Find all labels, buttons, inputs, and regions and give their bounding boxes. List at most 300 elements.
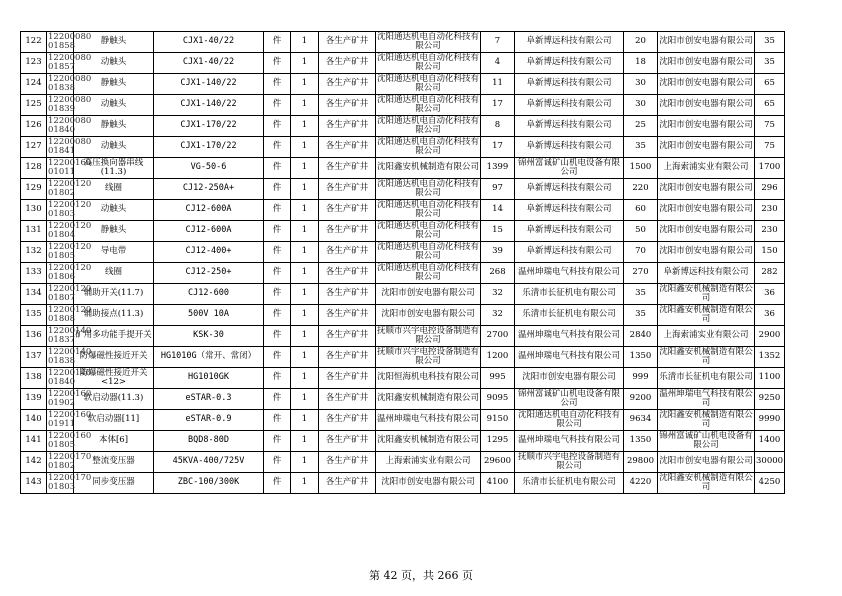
- material-code-cell: 12200120 01804: [48, 220, 92, 240]
- unit-cell: 件: [264, 284, 291, 305]
- usage-site-cell: 各生产矿井: [319, 221, 376, 242]
- price-2-cell: 999: [624, 368, 658, 389]
- table-row: [21, 347, 785, 368]
- unit-cell: 件: [264, 158, 291, 179]
- supplier-3-cell: 沈阳市创安电器有限公司: [658, 200, 755, 221]
- usage-site-cell: 各生产矿井: [319, 284, 376, 305]
- price-1-cell: 1295: [481, 431, 515, 452]
- supplier-3-cell: 阜新博远科技有限公司: [658, 263, 755, 284]
- row-number-cell: 140: [21, 410, 47, 431]
- supplier-2-cell: 阜新博远科技有限公司: [515, 179, 624, 200]
- supplier-3-cell: 沈阳鑫安机械制造有限公司: [659, 409, 753, 429]
- usage-site-cell: 各生产矿井: [319, 137, 376, 158]
- price-3-cell: 35: [755, 53, 785, 74]
- supplier-3-cell: 锦州富诚矿山机电设备有限公司: [659, 430, 753, 450]
- page-footer: 第 42 页，共 266 页: [369, 569, 473, 582]
- supplier-1-cell: 沈阳通达机电自动化科技有限公司: [377, 220, 480, 240]
- item-model-cell: CJX1-40/22: [154, 32, 264, 53]
- supplier-2-cell: 锦州富诚矿山机电设备有限公司: [515, 158, 624, 179]
- unit-cell: 件: [264, 200, 291, 221]
- quantity-cell: 1: [291, 53, 319, 74]
- table-row: [21, 452, 785, 473]
- price-3-cell: 65: [755, 95, 785, 116]
- price-2-cell: 9200: [624, 389, 658, 410]
- item-model-cell: HG1010G（常开、常闭）: [154, 347, 264, 368]
- row-number-cell: 124: [21, 74, 47, 95]
- unit-cell: 件: [264, 263, 291, 284]
- table-row: [21, 221, 785, 242]
- row-number-cell: 122: [21, 32, 47, 53]
- usage-site-cell: 各生产矿井: [319, 347, 376, 368]
- supplier-2-cell: 阜新博远科技有限公司: [515, 116, 624, 137]
- table-row: [21, 74, 785, 95]
- item-model-cell: 45KVA-400/725V: [154, 452, 264, 473]
- item-name-cell: 防爆磁性接近开关<12>: [74, 368, 154, 389]
- usage-site-cell: 各生产矿井: [319, 452, 376, 473]
- table-row: [21, 158, 785, 179]
- supplier-3-cell: 沈阳鑫安机械制造有限公司: [659, 472, 753, 492]
- item-name-cell: 辅助接点(11.3): [74, 305, 154, 326]
- supplier-2-cell: 阜新博远科技有限公司: [515, 32, 624, 53]
- usage-site-cell: 各生产矿井: [319, 389, 376, 410]
- supplier-1-cell: 抚顺市兴宇电控设备制造有限公司: [377, 325, 480, 345]
- item-name-cell: 软启动器(11.3): [74, 389, 154, 410]
- supplier-2-cell: 沈阳市创安电器有限公司: [515, 368, 624, 389]
- price-2-cell: 9634: [624, 410, 658, 431]
- table-row: [21, 473, 785, 494]
- supplier-3-cell: 沈阳市创安电器有限公司: [658, 452, 755, 473]
- supplier-3-cell: 沈阳市创安电器有限公司: [658, 116, 755, 137]
- unit-cell: 件: [264, 95, 291, 116]
- material-code-cell: 12200080 01841: [48, 136, 92, 156]
- item-name-cell: 动触头: [74, 137, 154, 158]
- table-row: [21, 242, 785, 263]
- supplier-2-cell: 阜新博远科技有限公司: [515, 53, 624, 74]
- table-row: [21, 410, 785, 431]
- unit-cell: 件: [264, 242, 291, 263]
- usage-site-cell: 各生产矿井: [319, 200, 376, 221]
- item-model-cell: HG1010GK: [154, 368, 264, 389]
- price-2-cell: 18: [624, 53, 658, 74]
- price-3-cell: 1100: [755, 368, 785, 389]
- price-3-cell: 282: [755, 263, 785, 284]
- supplier-3-cell: 沈阳市创安电器有限公司: [658, 32, 755, 53]
- unit-cell: 件: [264, 452, 291, 473]
- usage-site-cell: 各生产矿井: [319, 410, 376, 431]
- row-number-cell: 131: [21, 221, 47, 242]
- unit-cell: 件: [264, 431, 291, 452]
- item-model-cell: BQD8-80D: [154, 431, 264, 452]
- supplier-3-cell: 沈阳市创安电器有限公司: [658, 137, 755, 158]
- price-1-cell: 17: [481, 95, 515, 116]
- price-3-cell: 296: [755, 179, 785, 200]
- unit-cell: 件: [264, 389, 291, 410]
- price-1-cell: 9095: [481, 389, 515, 410]
- material-code-cell: 12200120 01802: [48, 178, 92, 198]
- supplier-2-cell: 阜新博远科技有限公司: [515, 95, 624, 116]
- item-model-cell: CJ12-250A+: [154, 179, 264, 200]
- supplier-3-cell: 沈阳市创安电器有限公司: [658, 95, 755, 116]
- price-3-cell: 30000: [755, 452, 785, 473]
- item-model-cell: KSK-30: [154, 326, 264, 347]
- material-code-cell: 12200120 01806: [48, 262, 92, 282]
- item-model-cell: CJ12-250+: [154, 263, 264, 284]
- price-1-cell: 32: [481, 305, 515, 326]
- usage-site-cell: 各生产矿井: [319, 53, 376, 74]
- supplier-2-cell: 乐清市长征机电有限公司: [515, 473, 624, 494]
- price-2-cell: 20: [624, 32, 658, 53]
- item-model-cell: CJX1-40/22: [154, 53, 264, 74]
- price-3-cell: 1352: [755, 347, 785, 368]
- price-3-cell: 36: [755, 305, 785, 326]
- material-code-cell: 12200120 01803: [48, 199, 92, 219]
- item-name-cell: 静触头: [74, 74, 154, 95]
- item-name-cell: 动触头: [74, 200, 154, 221]
- quantity-cell: 1: [291, 74, 319, 95]
- price-2-cell: 30: [624, 95, 658, 116]
- unit-cell: 件: [264, 326, 291, 347]
- item-name-cell: 线圈: [74, 179, 154, 200]
- price-3-cell: 1700: [755, 158, 785, 179]
- unit-cell: 件: [264, 473, 291, 494]
- usage-site-cell: 各生产矿井: [319, 116, 376, 137]
- quantity-cell: 1: [291, 221, 319, 242]
- unit-cell: 件: [264, 137, 291, 158]
- item-name-cell: 动触头: [74, 95, 154, 116]
- material-code-cell: 12200080 01858: [48, 31, 92, 51]
- item-name-cell: 防爆磁性接近开关: [74, 347, 154, 368]
- row-number-cell: 128: [21, 158, 47, 179]
- item-name-cell: 辅助开关(11.7): [74, 284, 154, 305]
- item-model-cell: CJ12-600A: [154, 221, 264, 242]
- price-1-cell: 97: [481, 179, 515, 200]
- table-row: [21, 284, 785, 305]
- table-body: [21, 32, 785, 494]
- table-row: [21, 95, 785, 116]
- usage-site-cell: 各生产矿井: [319, 305, 376, 326]
- quantity-cell: 1: [291, 137, 319, 158]
- unit-cell: 件: [264, 116, 291, 137]
- price-1-cell: 1399: [481, 158, 515, 179]
- price-2-cell: 35: [624, 305, 658, 326]
- price-3-cell: 150: [755, 242, 785, 263]
- row-number-cell: 126: [21, 116, 47, 137]
- supplier-3-cell: 沈阳鑫安机械制造有限公司: [659, 283, 753, 303]
- supplier-1-cell: 沈阳通达机电自动化科技有限公司: [377, 73, 480, 93]
- material-code-cell: 12200120 01807: [48, 283, 92, 303]
- item-model-cell: CJX1-140/22: [154, 74, 264, 95]
- material-code-cell: 12200080 01857: [48, 52, 92, 72]
- material-code-cell: 12200120 01805: [48, 241, 92, 261]
- item-name-cell: 整流变压器: [74, 452, 154, 473]
- price-2-cell: 50: [624, 221, 658, 242]
- item-model-cell: eSTAR-0.3: [154, 389, 264, 410]
- item-name-cell: 静触头: [74, 116, 154, 137]
- supplier-1-cell: 沈阳市创安电器有限公司: [376, 305, 481, 326]
- supplier-3-cell: 沈阳鑫安机械制造有限公司: [659, 304, 753, 324]
- supplier-1-cell: 沈阳通达机电自动化科技有限公司: [377, 262, 480, 282]
- row-number-cell: 138: [21, 368, 47, 389]
- item-model-cell: ZBC-100/300K: [154, 473, 264, 494]
- supplier-2-cell: 阜新博远科技有限公司: [515, 242, 624, 263]
- table-row: [21, 200, 785, 221]
- price-1-cell: 9150: [481, 410, 515, 431]
- usage-site-cell: 各生产矿井: [319, 431, 376, 452]
- supplier-1-cell: 沈阳通达机电自动化科技有限公司: [377, 31, 480, 51]
- price-1-cell: 4: [481, 53, 515, 74]
- price-3-cell: 65: [755, 74, 785, 95]
- price-2-cell: 25: [624, 116, 658, 137]
- price-1-cell: 2700: [481, 326, 515, 347]
- item-name-cell: 同步变压器: [74, 473, 154, 494]
- row-number-cell: 129: [21, 179, 47, 200]
- table-row: [21, 32, 785, 53]
- material-code-cell: 12200140 01840: [48, 367, 92, 387]
- table-row: [21, 368, 785, 389]
- price-2-cell: 70: [624, 242, 658, 263]
- price-1-cell: 14: [481, 200, 515, 221]
- item-name-cell: 静触头: [74, 32, 154, 53]
- price-3-cell: 9990: [755, 410, 785, 431]
- supplier-1-cell: 沈阳市创安电器有限公司: [376, 473, 481, 494]
- quantity-cell: 1: [291, 158, 319, 179]
- price-2-cell: 35: [624, 137, 658, 158]
- quantity-cell: 1: [291, 347, 319, 368]
- supplier-3-cell: 上海索浦实业有限公司: [658, 326, 755, 347]
- item-model-cell: CJ12-600: [154, 284, 264, 305]
- table-row: [21, 389, 785, 410]
- supplier-quote-table: [20, 31, 785, 494]
- supplier-1-cell: 抚顺市兴宇电控设备制造有限公司: [377, 346, 480, 366]
- price-1-cell: 29600: [481, 452, 515, 473]
- supplier-1-cell: 温州坤瑞电气科技有限公司: [376, 410, 481, 431]
- material-code-cell: 12200160 01902: [48, 388, 92, 408]
- usage-site-cell: 各生产矿井: [319, 263, 376, 284]
- price-2-cell: 35: [624, 284, 658, 305]
- price-3-cell: 36: [755, 284, 785, 305]
- table-row: [21, 179, 785, 200]
- quantity-cell: 1: [291, 284, 319, 305]
- table-row: [21, 431, 785, 452]
- supplier-1-cell: 沈阳鑫安机械制造有限公司: [376, 158, 481, 179]
- unit-cell: 件: [264, 53, 291, 74]
- supplier-1-cell: 沈阳通达机电自动化科技有限公司: [377, 199, 480, 219]
- item-model-cell: VG-50-6: [154, 158, 264, 179]
- supplier-1-cell: 沈阳通达机电自动化科技有限公司: [377, 94, 480, 114]
- price-3-cell: 230: [755, 200, 785, 221]
- item-model-cell: CJ12-600A: [154, 200, 264, 221]
- row-number-cell: 133: [21, 263, 47, 284]
- unit-cell: 件: [264, 74, 291, 95]
- price-1-cell: 4100: [481, 473, 515, 494]
- quantity-cell: 1: [291, 473, 319, 494]
- price-1-cell: 32: [481, 284, 515, 305]
- quantity-cell: 1: [291, 179, 319, 200]
- supplier-2-cell: 沈阳通达机电自动化科技有限公司: [515, 410, 624, 431]
- supplier-3-cell: 沈阳市创安电器有限公司: [658, 74, 755, 95]
- quantity-cell: 1: [291, 116, 319, 137]
- supplier-2-cell: 阜新博远科技有限公司: [515, 74, 624, 95]
- price-1-cell: 39: [481, 242, 515, 263]
- price-3-cell: 1400: [755, 431, 785, 452]
- item-model-cell: eSTAR-0.9: [154, 410, 264, 431]
- item-model-cell: CJX1-140/22: [154, 95, 264, 116]
- row-number-cell: 143: [21, 473, 47, 494]
- usage-site-cell: 各生产矿井: [319, 95, 376, 116]
- price-1-cell: 995: [481, 368, 515, 389]
- supplier-1-cell: 沈阳市创安电器有限公司: [376, 284, 481, 305]
- row-number-cell: 142: [21, 452, 47, 473]
- unit-cell: 件: [264, 32, 291, 53]
- item-name-cell: 高压换向器串线(11.3): [74, 158, 154, 179]
- table-row: [21, 116, 785, 137]
- supplier-1-cell: 上海索浦实业有限公司: [376, 452, 481, 473]
- price-2-cell: 1350: [624, 347, 658, 368]
- item-name-cell: 静触头: [74, 221, 154, 242]
- supplier-2-cell: 锦州富诚矿山机电设备有限公司: [515, 389, 624, 410]
- item-name-cell: 本体[6]: [74, 431, 154, 452]
- row-number-cell: 136: [21, 326, 47, 347]
- supplier-1-cell: 沈阳通达机电自动化科技有限公司: [377, 178, 480, 198]
- quantity-cell: 1: [291, 263, 319, 284]
- row-number-cell: 141: [21, 431, 47, 452]
- material-code-cell: 12200140 01838: [48, 346, 92, 366]
- supplier-3-cell: 沈阳鑫安机械制造有限公司: [659, 346, 753, 366]
- supplier-2-cell: 温州坤瑞电气科技有限公司: [515, 263, 624, 284]
- price-3-cell: 35: [755, 32, 785, 53]
- supplier-2-cell: 抚顺市兴宇电控设备制造有限公司: [515, 452, 624, 473]
- price-3-cell: 2900: [755, 326, 785, 347]
- row-number-cell: 134: [21, 284, 47, 305]
- supplier-1-cell: 沈阳恒海机电科技有限公司: [376, 368, 481, 389]
- unit-cell: 件: [264, 179, 291, 200]
- table-row: [21, 263, 785, 284]
- quantity-cell: 1: [291, 242, 319, 263]
- supplier-3-cell: 沈阳市创安电器有限公司: [658, 242, 755, 263]
- price-1-cell: 1200: [481, 347, 515, 368]
- row-number-cell: 125: [21, 95, 47, 116]
- quantity-cell: 1: [291, 410, 319, 431]
- supplier-2-cell: 阜新博远科技有限公司: [515, 137, 624, 158]
- price-3-cell: 4250: [755, 473, 785, 494]
- price-2-cell: 1350: [624, 431, 658, 452]
- quantity-cell: 1: [291, 32, 319, 53]
- quantity-cell: 1: [291, 389, 319, 410]
- quantity-cell: 1: [291, 95, 319, 116]
- row-number-cell: 137: [21, 347, 47, 368]
- price-1-cell: 8: [481, 116, 515, 137]
- price-2-cell: 60: [624, 200, 658, 221]
- price-1-cell: 15: [481, 221, 515, 242]
- usage-site-cell: 各生产矿井: [319, 32, 376, 53]
- usage-site-cell: 各生产矿井: [319, 368, 376, 389]
- price-3-cell: 75: [755, 116, 785, 137]
- unit-cell: 件: [264, 221, 291, 242]
- row-number-cell: 123: [21, 53, 47, 74]
- item-name-cell: 矿用多功能手提开关: [74, 326, 154, 347]
- usage-site-cell: 各生产矿井: [319, 326, 376, 347]
- material-code-cell: 12200140 01837: [48, 325, 92, 345]
- price-2-cell: 4220: [624, 473, 658, 494]
- price-1-cell: 17: [481, 137, 515, 158]
- supplier-2-cell: 乐清市长征机电有限公司: [515, 284, 624, 305]
- quantity-cell: 1: [291, 200, 319, 221]
- usage-site-cell: 各生产矿井: [319, 74, 376, 95]
- price-2-cell: 1500: [624, 158, 658, 179]
- table-row: [21, 53, 785, 74]
- item-model-cell: CJ12-400+: [154, 242, 264, 263]
- supplier-3-cell: 上海索浦实业有限公司: [658, 158, 755, 179]
- supplier-2-cell: 阜新博远科技有限公司: [515, 221, 624, 242]
- price-2-cell: 29800: [624, 452, 658, 473]
- material-code-cell: 12200170 01803: [48, 472, 92, 492]
- price-2-cell: 220: [624, 179, 658, 200]
- price-2-cell: 2840: [624, 326, 658, 347]
- usage-site-cell: 各生产矿井: [319, 242, 376, 263]
- item-name-cell: 导电带: [74, 242, 154, 263]
- unit-cell: 件: [264, 305, 291, 326]
- material-code-cell: 12200080 01839: [48, 94, 92, 114]
- row-number-cell: 132: [21, 242, 47, 263]
- material-code-cell: 12200160 01911: [48, 409, 92, 429]
- price-3-cell: 75: [755, 137, 785, 158]
- item-model-cell: 500V 10A: [154, 305, 264, 326]
- supplier-2-cell: 温州坤瑞电气科技有限公司: [515, 326, 624, 347]
- supplier-1-cell: 沈阳通达机电自动化科技有限公司: [377, 115, 480, 135]
- supplier-3-cell: 沈阳市创安电器有限公司: [658, 221, 755, 242]
- unit-cell: 件: [264, 410, 291, 431]
- supplier-3-cell: 乐清市长征机电有限公司: [658, 368, 755, 389]
- price-2-cell: 30: [624, 74, 658, 95]
- quantity-cell: 1: [291, 452, 319, 473]
- quantity-cell: 1: [291, 305, 319, 326]
- supplier-2-cell: 温州坤瑞电气科技有限公司: [515, 431, 624, 452]
- usage-site-cell: 各生产矿井: [319, 179, 376, 200]
- supplier-1-cell: 沈阳鑫安机械制造有限公司: [376, 431, 481, 452]
- price-3-cell: 9250: [755, 389, 785, 410]
- item-name-cell: 软启动器[11]: [74, 410, 154, 431]
- table-row: [21, 305, 785, 326]
- row-number-cell: 127: [21, 137, 47, 158]
- supplier-2-cell: 乐清市长征机电有限公司: [515, 305, 624, 326]
- row-number-cell: 139: [21, 389, 47, 410]
- supplier-3-cell: 温州坤瑞电气科技有限公司: [659, 388, 753, 408]
- price-1-cell: 268: [481, 263, 515, 284]
- usage-site-cell: 各生产矿井: [319, 473, 376, 494]
- supplier-1-cell: 沈阳通达机电自动化科技有限公司: [377, 52, 480, 72]
- quantity-cell: 1: [291, 431, 319, 452]
- supplier-2-cell: 温州坤瑞电气科技有限公司: [515, 347, 624, 368]
- supplier-1-cell: 沈阳鑫安机械制造有限公司: [376, 389, 481, 410]
- supplier-3-cell: 沈阳市创安电器有限公司: [658, 179, 755, 200]
- item-name-cell: 线圈: [74, 263, 154, 284]
- quantity-cell: 1: [291, 368, 319, 389]
- supplier-1-cell: 沈阳通达机电自动化科技有限公司: [377, 241, 480, 261]
- price-1-cell: 7: [481, 32, 515, 53]
- unit-cell: 件: [264, 347, 291, 368]
- item-model-cell: CJX1-170/22: [154, 137, 264, 158]
- row-number-cell: 130: [21, 200, 47, 221]
- item-model-cell: CJX1-170/22: [154, 116, 264, 137]
- table-row: [21, 137, 785, 158]
- supplier-2-cell: 阜新博远科技有限公司: [515, 200, 624, 221]
- unit-cell: 件: [264, 368, 291, 389]
- material-code-cell: 12200160 01805: [48, 430, 92, 450]
- material-code-cell: 12200080 01838: [48, 73, 92, 93]
- supplier-1-cell: 沈阳通达机电自动化科技有限公司: [377, 136, 480, 156]
- price-1-cell: 11: [481, 74, 515, 95]
- price-2-cell: 270: [624, 263, 658, 284]
